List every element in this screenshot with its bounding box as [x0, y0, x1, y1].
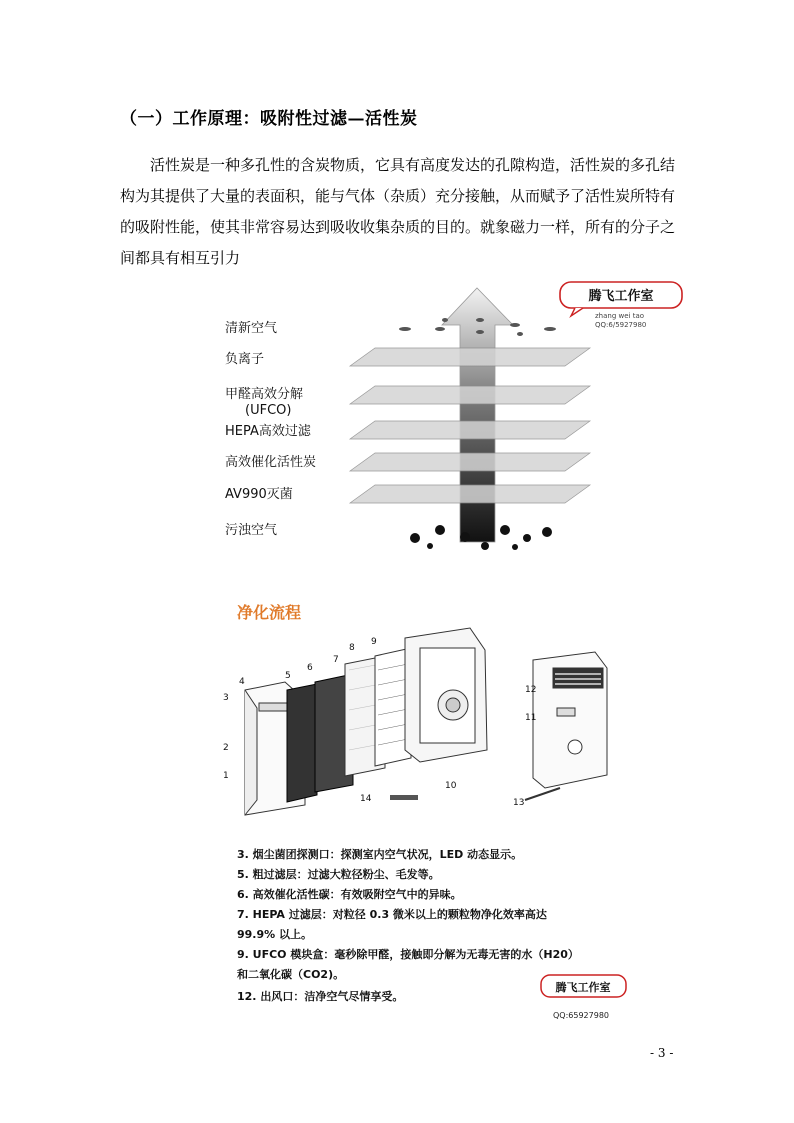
- svg-text:4: 4: [239, 677, 245, 687]
- page-number: - 3 -: [650, 1046, 674, 1060]
- svg-text:2: 2: [223, 743, 229, 753]
- label-ufco: (UFCO): [245, 403, 292, 418]
- label-formaldehyde: 甲醛高效分解: [225, 387, 304, 402]
- layer-ufco: [350, 386, 590, 404]
- svg-text:8: 8: [349, 643, 355, 653]
- watermark-stamp-2: [541, 975, 626, 1020]
- svg-text:12: 12: [525, 685, 537, 695]
- svg-text:QQ:6/5927980: QQ:6/5927980: [595, 321, 647, 329]
- svg-text:1: 1: [223, 771, 229, 781]
- coarse-filter: [287, 684, 317, 802]
- svg-text:99.9% 以上。: 99.9% 以上。: [237, 928, 312, 941]
- svg-text:14: 14: [360, 794, 372, 804]
- svg-text:13: 13: [513, 798, 525, 808]
- assembled-purifier: [533, 652, 607, 788]
- layer-av990: [350, 485, 590, 503]
- label-av990: AV990灭菌: [225, 487, 293, 502]
- airflow-arrow: [442, 288, 513, 542]
- label-negative-ion: 负离子: [225, 352, 265, 367]
- label-activated-carbon: 高效催化活性炭: [225, 455, 317, 470]
- label-hepa: HEPA高效过滤: [225, 424, 311, 439]
- purification-process-diagram: [215, 590, 635, 1025]
- filtration-layers-diagram: [215, 280, 705, 555]
- svg-text:7. HEPA 过滤层：对粒径 0.3 微米以上的颗粒物净化: 7. HEPA 过滤层：对粒径 0.3 微米以上的颗粒物净化效率高达: [237, 908, 547, 921]
- label-clean-air: 清新空气: [225, 321, 278, 336]
- svg-text:9. UFCO 模块盒：毫秒除甲醛，接触即分解为无毒无害的水: 9. UFCO 模块盒：毫秒除甲醛，接触即分解为无毒无害的水（H20）: [237, 948, 579, 961]
- captions: [237, 847, 579, 1003]
- section-heading: （一）工作原理：吸附性过滤—活性炭: [120, 109, 418, 129]
- svg-text:11: 11: [525, 713, 537, 723]
- watermark-stamp-1: [560, 282, 682, 329]
- layer-labels: [225, 320, 316, 538]
- svg-text:7: 7: [333, 655, 339, 665]
- filter-cartridge: [390, 795, 418, 800]
- svg-text:腾飞工作室: 腾飞工作室: [588, 289, 654, 304]
- svg-text:QQ:65927980: QQ:65927980: [553, 1011, 610, 1020]
- layer-negative-ion: [350, 348, 590, 366]
- svg-text:3: 3: [223, 693, 229, 703]
- svg-text:和二氧化碳（CO2)。: 和二氧化碳（CO2)。: [237, 968, 345, 981]
- svg-text:5: 5: [285, 671, 291, 681]
- svg-text:zhang wei tao: zhang wei tao: [595, 312, 645, 320]
- svg-text:6: 6: [307, 663, 313, 673]
- figure-title: 净化流程: [237, 603, 302, 622]
- svg-text:腾飞工作室: 腾飞工作室: [555, 981, 611, 994]
- main-body: [405, 628, 487, 762]
- layer-carbon: [350, 453, 590, 471]
- svg-text:9: 9: [371, 637, 377, 647]
- layer-hepa: [350, 421, 590, 439]
- svg-text:5. 粗过滤层：过滤大粒径粉尘、毛发等。: 5. 粗过滤层：过滤大粒径粉尘、毛发等。: [237, 868, 440, 881]
- label-dirty-air: 污浊空气: [225, 523, 278, 538]
- svg-text:12. 出风口：洁净空气尽情享受。: 12. 出风口：洁净空气尽情享受。: [237, 990, 404, 1003]
- body-paragraph: 活性炭是一种多孔性的含炭物质，它具有高度发达的孔隙构造，活性炭的多孔结构为其提供了大量的表面积，能与气体（杂质）充分接触，从而赋予了活性炭所特有的吸附性能，使其非常容易达到吸收收集杂质的目的。就象磁力一样，所有的分子之间都具有相互引力: [120, 156, 676, 267]
- svg-text:10: 10: [445, 781, 457, 791]
- svg-text:6. 高效催化活性碳：有效吸附空气中的异味。: 6. 高效催化活性碳：有效吸附空气中的异味。: [237, 888, 462, 901]
- svg-text:3. 烟尘菌团探测口：探测室内空气状况，LED 动态显示。: 3. 烟尘菌团探测口：探测室内空气状况，LED 动态显示。: [237, 848, 523, 861]
